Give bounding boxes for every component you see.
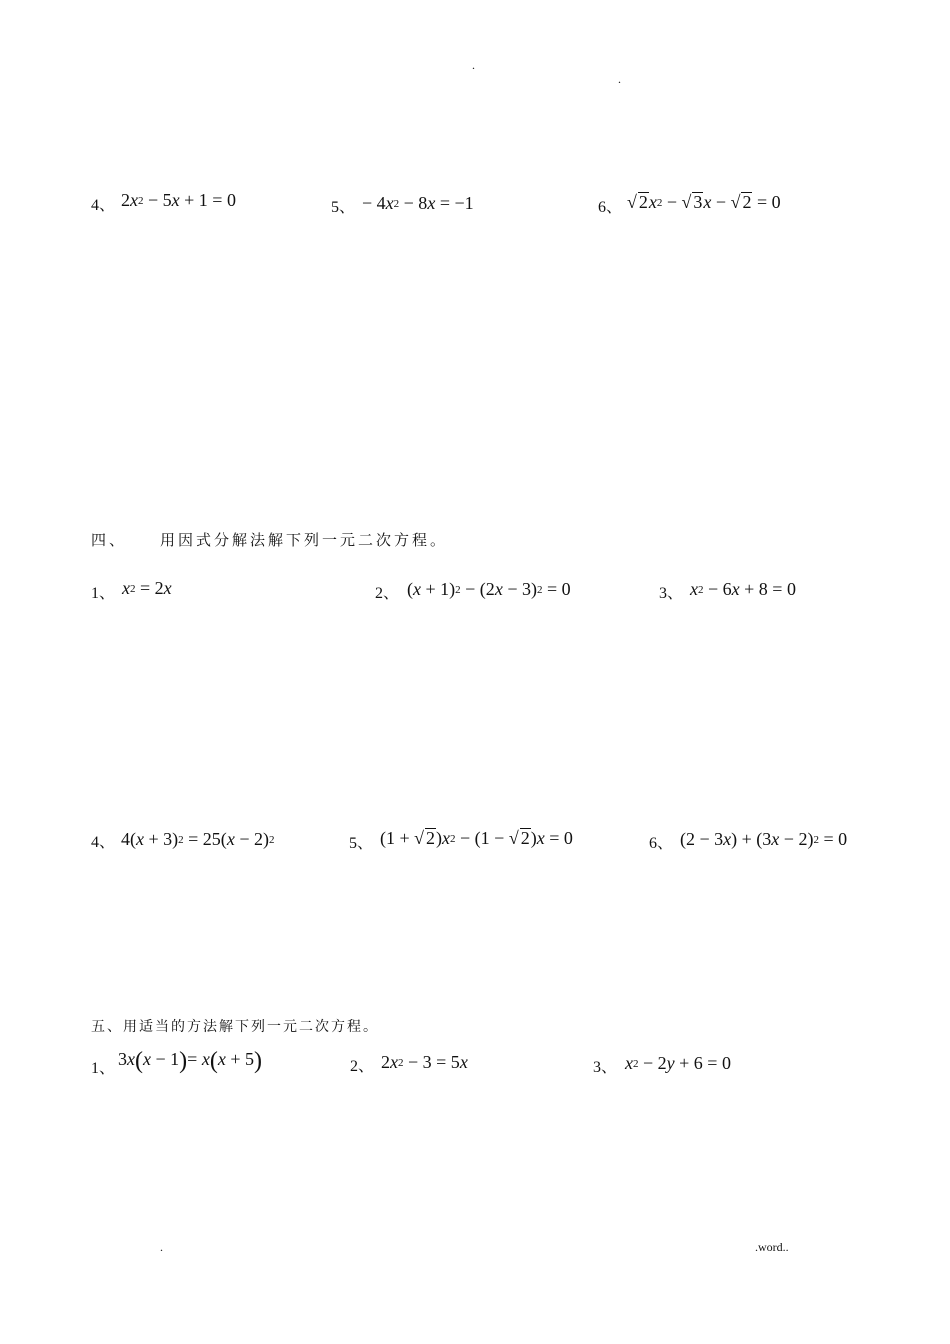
- problem-number: 5、: [349, 835, 374, 852]
- problem-number: 1、: [91, 1060, 116, 1077]
- problem-number: 1、: [91, 585, 116, 602]
- problem-number: 2、: [375, 585, 400, 602]
- equation: 2x2 − 5x + 1 = 0: [121, 190, 236, 210]
- equation: x2 − 6x + 8 = 0: [690, 579, 796, 599]
- equation: 2x2 − 3 = 5x: [381, 1052, 468, 1072]
- equation: (x + 1)2 − (2x − 3)2 = 0: [407, 579, 571, 599]
- footer-dot: .: [160, 1240, 163, 1254]
- equation: 3x(x − 1)= x(x + 5): [118, 1048, 262, 1074]
- problem-number: 6、: [598, 199, 623, 216]
- equation: √ 2x2 − √ 3x − √ 2 = 0: [627, 192, 781, 212]
- equation: − 4x2 − 8x = −1: [362, 193, 474, 213]
- equation: (1 + √ 2)x2 − (1 − √ 2)x = 0: [380, 828, 573, 848]
- equation: 4(x + 3)2 = 25(x − 2)2: [121, 829, 275, 849]
- problem-number: 4、: [91, 197, 116, 214]
- header-dot-left: .: [472, 58, 475, 72]
- equation: x2 − 2y + 6 = 0: [625, 1053, 731, 1073]
- problem-number: 2、: [350, 1058, 375, 1075]
- section-title: 用因式分解法解下列一元二次方程。: [160, 531, 449, 549]
- footer-word: .word..: [755, 1240, 789, 1254]
- equation: x2 = 2x: [122, 578, 172, 598]
- problem-number: 5、: [331, 199, 356, 216]
- header-dot-right: .: [618, 72, 621, 86]
- section-label: 四、: [91, 531, 128, 549]
- problem-number: 3、: [659, 585, 684, 602]
- problem-number: 3、: [593, 1059, 618, 1076]
- section-title: 五、用适当的方法解下列一元二次方程。: [91, 1019, 379, 1035]
- problem-number: 6、: [649, 835, 674, 852]
- equation: (2 − 3x) + (3x − 2)2 = 0: [680, 829, 848, 849]
- problem-number: 4、: [91, 834, 116, 851]
